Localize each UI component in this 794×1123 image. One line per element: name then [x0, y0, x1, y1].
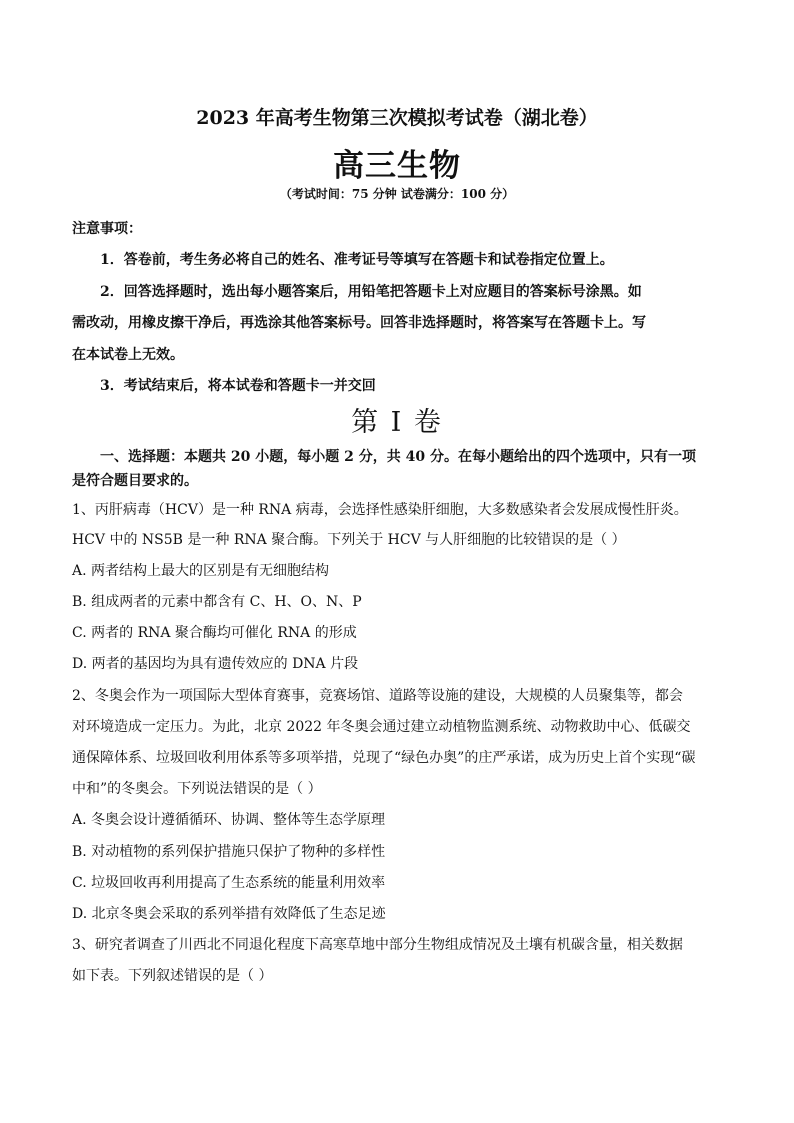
question-2-option-a: A. 冬奥会设计遵循循环、协调、整体等生态学原理 [72, 812, 386, 828]
question-2-stem: 对环境造成一定压力。为此，北京 2022 年冬奥会通过建立动植物监测系统、动物救助中心、低碳交 [72, 719, 691, 735]
question-1-option-c: C. 两者的 RNA 聚合酶均可催化 RNA 的形成 [72, 625, 357, 641]
question-2-stem: 通保障体系、垃圾回收利用体系等多项举措，兑现了“绿色办奥”的庄严承诺，成为历史上首个实现“碳 [72, 750, 696, 766]
question-2-option-c: C. 垃圾回收再利用提高了生态系统的能量利用效率 [72, 875, 386, 891]
question-1-stem: 1、丙肝病毒（HCV）是一种 RNA 病毒，会选择性感染肝细胞，大多数感染者会发展成慢性肝炎。 [72, 502, 688, 518]
question-2-stem: 中和”的冬奥会。下列说法错误的是（ ） [72, 781, 322, 797]
notice-heading: 注意事项： [72, 221, 142, 237]
question-2-stem: 2、冬奥会作为一项国际大型体育赛事，竞赛场馆、道路等设施的建设，大规模的人员聚集等，都会 [72, 688, 683, 704]
section-intro-line: 是符合题目要求的。 [72, 473, 198, 489]
notice-line: 3．考试结束后，将本试卷和答题卡一并交回 [100, 378, 376, 394]
question-3-stem: 3、研究者调查了川西北不同退化程度下高寒草地中部分生物组成情况及土壤有机碳含量，相关数据 [72, 937, 683, 953]
section-intro-line: 一、选择题：本题共 20 小题，每小题 2 分，共 40 分。在每小题给出的四个选项中，只有一项 [100, 449, 696, 465]
notice-line: 2．回答选择题时，选出每小题答案后，用铅笔把答题卡上对应题目的答案标号涂黑。如 [100, 284, 642, 300]
notice-line: 在本试卷上无效。 [72, 347, 184, 363]
question-3-stem: 如下表。下列叙述错误的是（ ） [72, 968, 273, 984]
notice-line: 需改动，用橡皮擦干净后，再选涂其他答案标号。回答非选择题时，将答案写在答题卡上。写 [72, 315, 646, 331]
question-1-option-d: D. 两者的基因均为具有遗传效应的 DNA 片段 [72, 656, 359, 672]
notice-line: 1．答卷前，考生务必将自己的姓名、准考证号等填写在答题卡和试卷指定位置上。 [100, 252, 614, 268]
exam-info: （考试时间：75 分钟 试卷满分：100 分） [279, 187, 515, 201]
question-1-option-a: A. 两者结构上最大的区别是有无细胞结构 [72, 563, 330, 579]
question-2-option-d: D. 北京冬奥会采取的系列举措有效降低了生态足迹 [72, 906, 386, 922]
question-2-option-b: B. 对动植物的系列保护措施只保护了物种的多样性 [72, 844, 386, 860]
exam-title: 2023 年高考生物第三次模拟考试卷（湖北卷） [196, 107, 598, 129]
page-title: 高三生物 [333, 148, 461, 184]
question-1-option-b: B. 组成两者的元素中都含有 C、H、O、N、P [72, 594, 362, 610]
question-1-stem: HCV 中的 NS5B 是一种 RNA 聚合酶。下列关于 HCV 与人肝细胞的比较错误的是（ ） [72, 532, 626, 548]
section-title: 第 I 卷 [351, 407, 443, 438]
